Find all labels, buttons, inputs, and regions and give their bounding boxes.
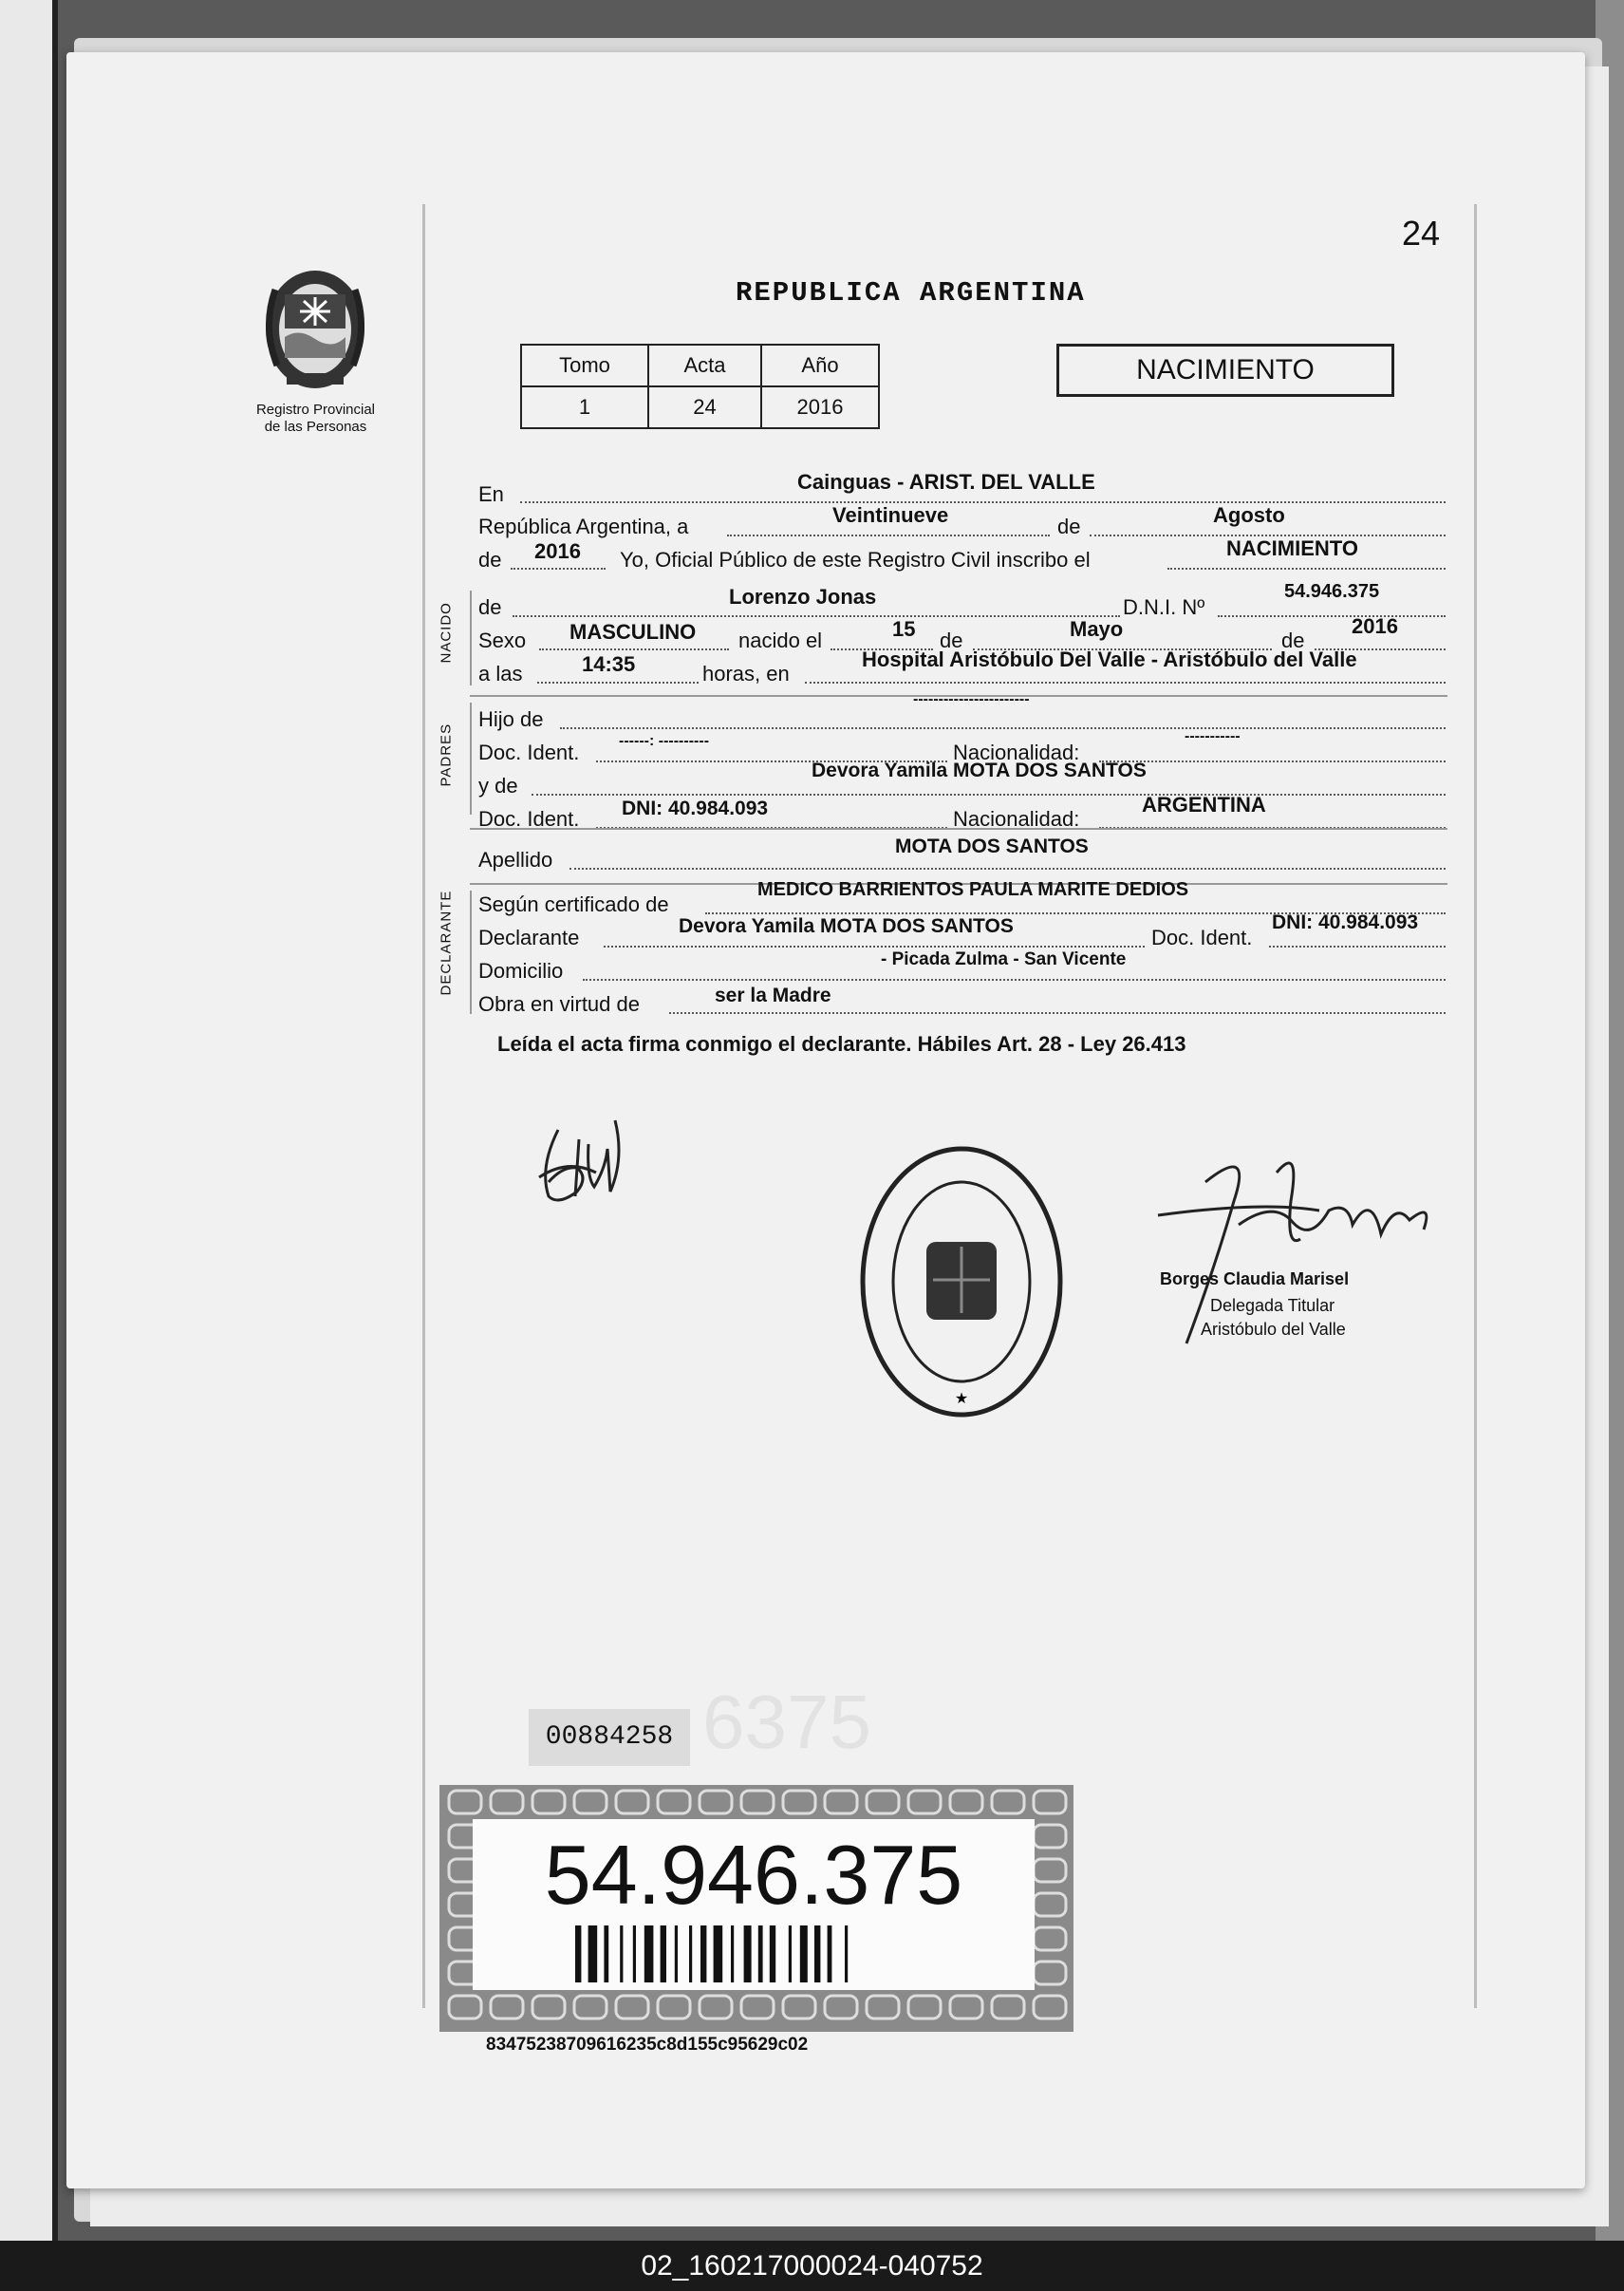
value-declarante: Devora Yamila MOTA DOS SANTOS (679, 915, 1014, 937)
pattern-tile (616, 1996, 648, 2019)
label-y-de: y de (478, 774, 518, 798)
pattern-tile (491, 1996, 523, 2019)
label-de: de (478, 595, 502, 619)
record-type-box: NACIMIENTO (1056, 344, 1394, 397)
section-bar (470, 591, 472, 685)
pattern-tile (616, 1791, 648, 1813)
sticker-dni-number: 54.946.375 (544, 1828, 963, 1922)
pattern-tile (783, 1996, 815, 2019)
value-padre-nacionalidad: ----------- (1185, 728, 1241, 744)
fill-line (513, 615, 1120, 617)
value-lugar-nacimiento: Hospital Aristóbulo Del Valle - Aristóbulo del Valle (862, 648, 1357, 671)
official-office: Aristóbulo del Valle (1201, 1320, 1346, 1339)
pattern-tile (1034, 1859, 1066, 1882)
pattern-tile (867, 1996, 899, 2019)
value-mes-nacimiento: Mayo (1070, 617, 1124, 641)
value-madre: Devora Yamila MOTA DOS SANTOS (812, 760, 1147, 781)
value-declarante-doc: DNI: 40.984.093 (1272, 911, 1419, 933)
barcode-bar (604, 1925, 608, 1982)
value-certificado: MEDICO BARRIENTOS PAULA MARITE DEDIOS (757, 879, 1189, 900)
pattern-tile (950, 1791, 982, 1813)
pattern-tile (1034, 1927, 1066, 1950)
value-padre-doc: ------: ---------- (619, 733, 710, 749)
value-dia-nacimiento: 15 (892, 617, 916, 641)
anio-value: 2016 (761, 386, 879, 428)
adjacent-page-edge (0, 0, 58, 2241)
dni-barcode (575, 1925, 945, 1982)
pattern-tile (449, 1996, 481, 2019)
fill-line (727, 535, 1050, 536)
fill-line (539, 648, 729, 650)
section-bar (470, 703, 472, 815)
label-nacido-el: nacido el (738, 629, 823, 652)
value-lugar: Cainguas - ARIST. DEL VALLE (797, 470, 1095, 494)
sticker-label (473, 1819, 1035, 1990)
fill-line (604, 946, 1145, 948)
label-sexo: Sexo (478, 629, 527, 652)
pattern-tile (867, 1791, 899, 1813)
label-hijo-de: Hijo de (478, 707, 544, 731)
barcode-bar (758, 1925, 763, 1982)
acta-header: Acta (648, 345, 761, 386)
value-hora: 14:35 (582, 652, 636, 676)
pattern-tile (491, 1791, 523, 1813)
value-tipo: NACIMIENTO (1226, 536, 1358, 560)
barcode-bar (770, 1925, 775, 1982)
barcode-bar (575, 1925, 581, 1982)
label-domicilio: Domicilio (478, 959, 564, 983)
barcode-bar (661, 1925, 666, 1982)
value-dia-inscripcion: Veintinueve (832, 503, 949, 527)
pattern-tile (574, 1996, 607, 2019)
fill-line (569, 868, 1446, 870)
pattern-tile (532, 1996, 565, 2019)
value-apellido: MOTA DOS SANTOS (895, 836, 1089, 857)
value-obra: ser la Madre (715, 985, 831, 1006)
barcode-bar (620, 1925, 623, 1982)
dni-sticker (439, 1785, 1073, 2032)
fill-line (532, 794, 1446, 796)
value-sexo: MASCULINO (569, 620, 697, 644)
value-madre-nacionalidad: ARGENTINA (1142, 793, 1266, 817)
pattern-tile (825, 1791, 857, 1813)
pattern-tile (1034, 1893, 1066, 1916)
pattern-tile (700, 1996, 732, 2019)
barcode-bar (789, 1925, 792, 1982)
registry-seal-stamp (857, 1142, 1066, 1422)
fill-line (583, 979, 1446, 981)
fill-line (1269, 946, 1446, 948)
label-horas-en: horas, en (702, 662, 790, 685)
fill-line (511, 568, 606, 570)
tomo-header: Tomo (521, 345, 648, 386)
value-mes-inscripcion: Agosto (1213, 503, 1285, 527)
legal-text: Leída el acta firma conmigo el declarante. Hábiles Art. 28 - Ley 26.413 (497, 1032, 1186, 1056)
registry-caption-line: Registro Provincial (255, 402, 376, 418)
page-number: 24 (1402, 214, 1441, 253)
pattern-tile (992, 1791, 1024, 1813)
label-declarante: Declarante (478, 926, 580, 949)
pattern-tile (1034, 1825, 1066, 1848)
anio-header: Año (761, 345, 879, 386)
fill-line (520, 501, 1446, 503)
section-bar (470, 891, 472, 1014)
side-label-declarante: DECLARANTE (438, 890, 455, 996)
provincial-coat-of-arms-logo (256, 261, 375, 394)
pattern-tile (658, 1996, 690, 2019)
barcode-bar (675, 1925, 678, 1982)
faded-print: 6375 (702, 1680, 871, 1764)
pattern-tile (1034, 1791, 1066, 1813)
value-padre: ----------------------- (913, 691, 1030, 707)
barcode-bar (800, 1925, 808, 1982)
label-doc-ident: Doc. Ident. (478, 741, 580, 764)
official-name: Borges Claudia Marisel (1160, 1269, 1350, 1288)
pattern-tile (532, 1791, 565, 1813)
label-nacionalidad: Nacionalidad: (953, 741, 1080, 764)
pattern-tile (908, 1996, 941, 2019)
section-divider (470, 828, 1447, 830)
pattern-tile (700, 1791, 732, 1813)
fill-line (560, 727, 1446, 729)
pattern-tile (1034, 1962, 1066, 1984)
label-de: de (478, 548, 502, 572)
control-number: 00884258 (529, 1709, 690, 1766)
pattern-tile (1034, 1996, 1066, 2019)
side-label-padres: PADRES (438, 723, 455, 787)
value-nombre: Lorenzo Jonas (729, 585, 877, 609)
acta-value: 24 (648, 386, 761, 428)
pattern-tile (950, 1996, 982, 2019)
pattern-tile (574, 1791, 607, 1813)
value-anio-inscripcion: 2016 (534, 539, 581, 563)
label-republica: República Argentina, a (478, 515, 689, 538)
label-dni: D.N.I. Nº (1123, 595, 1205, 619)
label-doc-ident: Doc. Ident. (478, 807, 580, 831)
barcode-bar (744, 1925, 752, 1982)
verification-hash: 83475238709616235c8d155c95629c02 (486, 2035, 809, 2055)
registry-caption (218, 402, 413, 436)
label-segun-certificado: Según certificado de (478, 892, 669, 916)
tomo-value: 1 (521, 386, 648, 428)
barcode-bar (633, 1925, 636, 1982)
barcode-bar (714, 1925, 723, 1982)
barcode-bar (731, 1925, 734, 1982)
barcode-bar (828, 1925, 832, 1982)
pattern-tile (908, 1791, 941, 1813)
label-de: de (1281, 629, 1305, 652)
fill-line (1167, 568, 1446, 570)
barcode-bar (700, 1925, 706, 1982)
fill-line (1099, 761, 1446, 762)
registry-caption-line: de las Personas (264, 419, 367, 435)
pattern-tile (825, 1996, 857, 2019)
pattern-tile (992, 1996, 1024, 2019)
label-nacionalidad: Nacionalidad: (953, 807, 1080, 831)
value-dni: 54.946.375 (1284, 581, 1380, 602)
declarant-signature (520, 1101, 644, 1225)
value-anio-nacimiento: 2016 (1352, 614, 1398, 638)
side-label-nacido: NACIDO (438, 602, 455, 664)
pattern-tile (783, 1791, 815, 1813)
scan-filename: 02_160217000024-040752 (0, 2241, 1624, 2291)
fill-line (1218, 615, 1446, 617)
barcode-bar (689, 1925, 692, 1982)
fill-line (537, 682, 699, 684)
label-a-las: a las (478, 662, 523, 685)
label-de: de (940, 629, 963, 652)
label-obra-en-virtud: Obra en virtud de (478, 992, 640, 1016)
pattern-tile (449, 1791, 481, 1813)
official-role: Delegada Titular (1210, 1296, 1335, 1315)
barcode-bar (845, 1925, 848, 1982)
label-oficial: Yo, Oficial Público de este Registro Civil inscribo el (620, 548, 1091, 572)
label-apellido: Apellido (478, 848, 553, 872)
pattern-tile (658, 1791, 690, 1813)
value-madre-doc: DNI: 40.984.093 (622, 798, 769, 819)
fill-line (669, 1012, 1446, 1014)
fill-line (805, 682, 1446, 684)
barcode-bar (588, 1925, 598, 1982)
pattern-tile (741, 1791, 774, 1813)
document-title: REPUBLICA ARGENTINA (736, 277, 1086, 309)
label-de: de (1057, 515, 1081, 538)
label-en: En (478, 482, 504, 506)
barcode-bar (814, 1925, 820, 1982)
label-doc-ident: Doc. Ident. (1151, 926, 1253, 949)
pattern-tile (741, 1996, 774, 2019)
value-domicilio: - Picada Zulma - San Vicente (881, 949, 1127, 969)
barcode-bar (644, 1925, 654, 1982)
svg-text:★: ★ (954, 1391, 969, 1407)
record-table (520, 344, 880, 429)
